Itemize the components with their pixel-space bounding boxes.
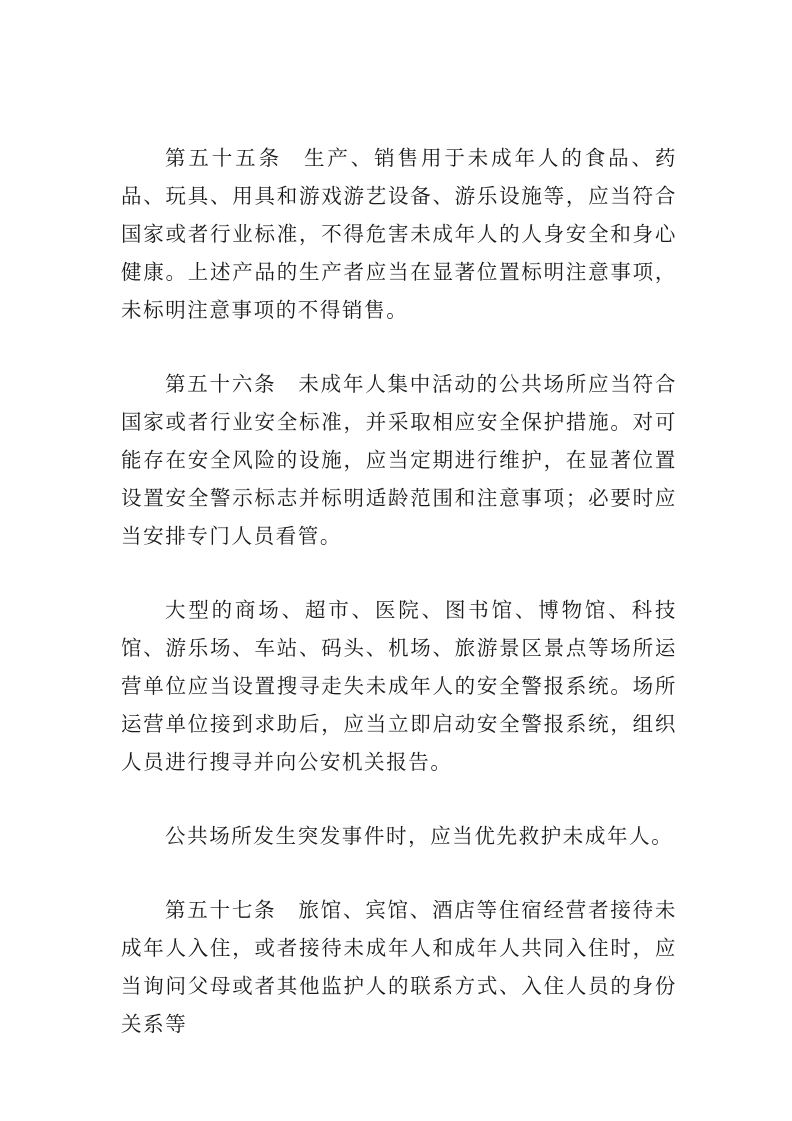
paragraph-text: 大型的商场、超市、医院、图书馆、博物馆、科技馆、游乐场、车站、码头、机场、旅游景区景点等场所运营单位应当设置搜寻走失未成年人的安全警报系统。场所运营单位接到求助后，应当立即启动安全警报系统，组织人员进行搜寻并向公安机关报告。 bbox=[121, 598, 677, 774]
paragraph-article-56 bbox=[121, 365, 677, 555]
paragraph-text: 旅馆、宾馆、酒店等住宿经营者接待未成年人入住，或者接待未成年人和成年人共同入住时，应当询问父母或者其他监护人的联系方式、入住人员的身份关系等 bbox=[121, 898, 677, 1036]
paragraph-text: 生产、销售用于未成年人的食品、药品、玩具、用具和游戏游艺设备、游乐设施等，应当符合国家或者行业标准，不得危害未成年人的人身安全和身心健康。上述产品的生产者应当在显著位置标明注意事项，未标明注意事项的不得销售。 bbox=[121, 146, 678, 322]
article-number: 第五十七条 bbox=[165, 898, 277, 922]
article-number: 第五十六条 bbox=[165, 372, 277, 396]
document-body bbox=[121, 139, 677, 1043]
paragraph-article-56-section-3 bbox=[121, 817, 677, 855]
article-number: 第五十五条 bbox=[165, 146, 282, 170]
paragraph-text: 公共场所发生突发事件时，应当优先救护未成年人。 bbox=[165, 824, 674, 848]
paragraph-article-56-section-2 bbox=[121, 591, 677, 781]
paragraph-article-57 bbox=[121, 891, 677, 1043]
paragraph-article-55 bbox=[121, 139, 677, 329]
paragraph-text: 未成年人集中活动的公共场所应当符合国家或者行业安全标准，并采取相应安全保护措施。对可能存在安全风险的设施，应当定期进行维护，在显著位置设置安全警示标志并标明适龄范围和注意事项；必要时应当安排专门人员看管。 bbox=[121, 372, 677, 548]
